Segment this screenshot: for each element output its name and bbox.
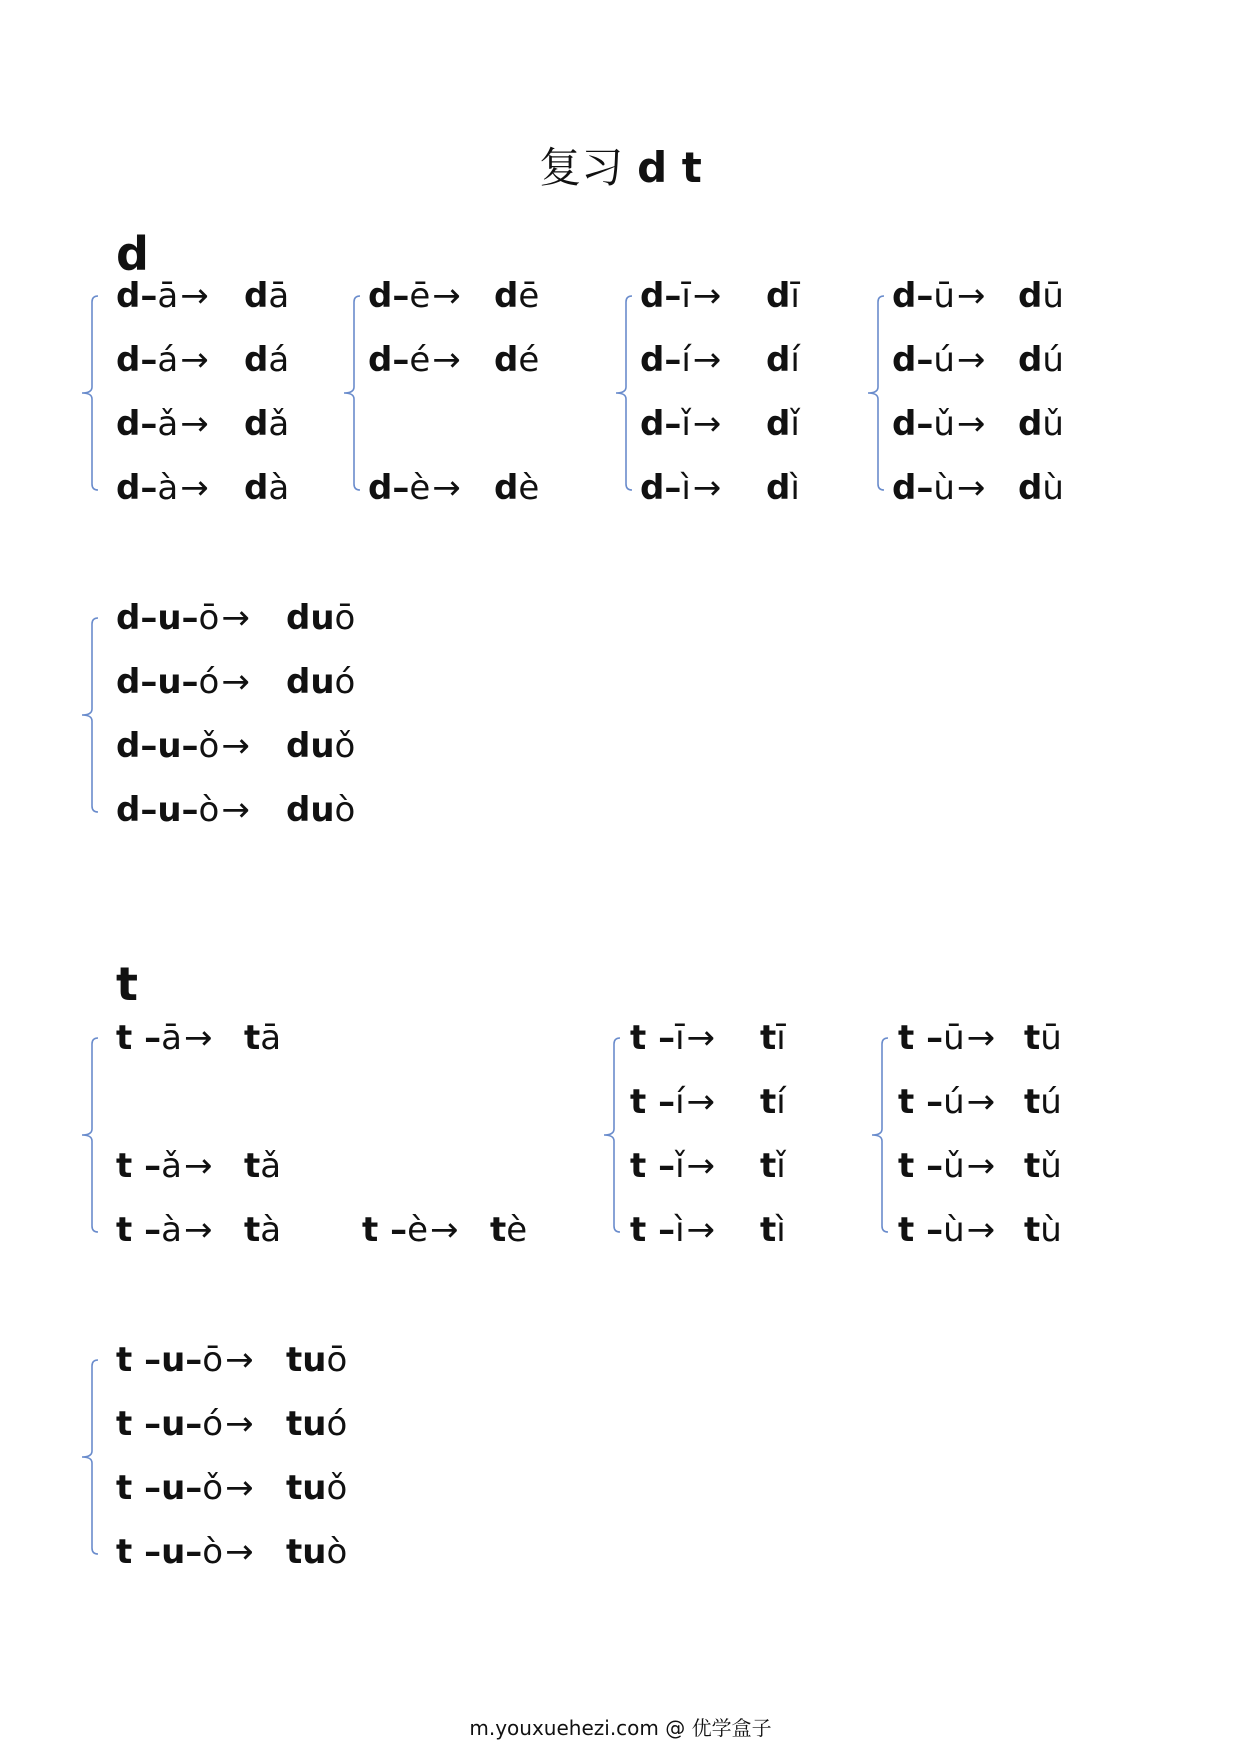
vowel-part: ò <box>198 790 220 830</box>
result-initial: du <box>286 790 335 830</box>
result-vowel: ō <box>326 1340 348 1380</box>
arrow-icon: → <box>432 276 461 316</box>
initial-part: d– <box>640 468 682 508</box>
arrow-icon: → <box>183 1146 213 1186</box>
syllable-result <box>1018 402 1064 446</box>
arrow-icon: → <box>225 1532 254 1572</box>
syllable-row-t-i <box>630 1080 715 1124</box>
syllable-row-d-uo <box>116 660 250 704</box>
initial-part: t – <box>116 1018 162 1058</box>
initial-part: d–u– <box>116 790 199 830</box>
footer-credit: m.youxuehezi.com @ 优学盒子 <box>469 1716 772 1740</box>
result-initial: t <box>760 1082 777 1122</box>
result-initial: d <box>766 404 791 444</box>
result-vowel: ǔ <box>1042 404 1064 444</box>
initial-part: t – <box>898 1210 944 1250</box>
syllable-row-d-u <box>892 274 985 318</box>
initial-part: d– <box>892 276 934 316</box>
result-initial: d <box>244 340 269 380</box>
initial-part: d– <box>116 276 158 316</box>
vowel-part: ē <box>409 276 431 316</box>
result-vowel: ì <box>776 1210 786 1250</box>
vowel-part: ī <box>675 1018 685 1058</box>
arrow-icon: → <box>432 340 461 380</box>
arrow-icon: → <box>180 340 209 380</box>
initial-part: t –u– <box>116 1468 203 1508</box>
brace-bracket <box>612 294 636 492</box>
syllable-result <box>766 274 800 318</box>
syllable-result <box>760 1208 786 1252</box>
result-vowel: ú <box>1040 1082 1062 1122</box>
result-vowel: ò <box>334 790 356 830</box>
vowel-part: ō <box>198 598 220 638</box>
result-initial: t <box>1024 1018 1041 1058</box>
syllable-result <box>1024 1208 1062 1252</box>
result-vowel: á <box>268 340 290 380</box>
arrow-icon: → <box>180 404 209 444</box>
vowel-part: ā <box>157 276 179 316</box>
vowel-part: ì <box>681 468 691 508</box>
arrow-icon: → <box>686 1018 716 1058</box>
result-initial: d <box>766 468 791 508</box>
arrow-icon: → <box>686 1082 716 1122</box>
syllable-result <box>286 596 355 640</box>
initial-part: t –u– <box>116 1404 203 1444</box>
result-vowel: ǎ <box>260 1146 282 1186</box>
brace-bracket <box>340 294 364 492</box>
syllable-result <box>1024 1080 1062 1124</box>
initial-part: d– <box>116 340 158 380</box>
result-vowel: ī <box>776 1018 786 1058</box>
initial-part: d– <box>892 404 934 444</box>
result-vowel: ò <box>326 1532 348 1572</box>
page-title <box>0 140 1241 196</box>
initial-part: d– <box>640 340 682 380</box>
result-initial: t <box>490 1210 507 1250</box>
syllable-row-t-a <box>116 1208 212 1252</box>
initial-part: t – <box>362 1210 408 1250</box>
syllable-result <box>1018 274 1064 318</box>
syllable-row-d-e <box>368 338 461 382</box>
arrow-icon: → <box>966 1018 996 1058</box>
result-vowel: í <box>790 340 800 380</box>
syllable-row-d-a <box>116 338 209 382</box>
arrow-icon: → <box>430 1210 459 1250</box>
vowel-part: í <box>681 340 691 380</box>
title-latin: d t <box>637 143 702 192</box>
syllable-result <box>766 402 800 446</box>
syllable-row-d-e <box>368 466 461 510</box>
vowel-part: ǎ <box>161 1146 182 1186</box>
arrow-icon: → <box>956 340 986 380</box>
result-initial: tu <box>286 1468 327 1508</box>
result-initial: t <box>1024 1210 1041 1250</box>
result-initial: du <box>286 598 335 638</box>
syllable-row-d-u <box>892 338 985 382</box>
vowel-part: à <box>157 468 179 508</box>
result-vowel: ó <box>334 662 356 702</box>
initial-part: t – <box>116 1210 162 1250</box>
result-vowel: ú <box>1042 340 1064 380</box>
vowel-part: á <box>157 340 179 380</box>
result-vowel: ǐ <box>790 404 800 444</box>
vowel-part: ù <box>933 468 955 508</box>
arrow-icon: → <box>183 1210 213 1250</box>
initial-part: t – <box>898 1146 944 1186</box>
result-initial: d <box>244 404 269 444</box>
syllable-result <box>286 1338 347 1382</box>
syllable-row-d-i <box>640 274 721 318</box>
arrow-icon: → <box>686 1146 716 1186</box>
initial-part: d– <box>116 404 158 444</box>
syllable-row-t-uo <box>116 1338 254 1382</box>
syllable-row-d-a <box>116 466 209 510</box>
syllable-result <box>760 1016 786 1060</box>
brace-bracket <box>868 1036 892 1234</box>
initial-part: d– <box>640 404 682 444</box>
vowel-part: ǒ <box>198 726 220 766</box>
result-vowel: ē <box>518 276 540 316</box>
vowel-part: ǐ <box>681 404 691 444</box>
result-vowel: ù <box>1040 1210 1062 1250</box>
result-vowel: ǐ <box>776 1146 786 1186</box>
syllable-row-d-u <box>892 402 985 446</box>
result-vowel: ō <box>334 598 356 638</box>
arrow-icon: → <box>183 1018 213 1058</box>
result-initial: d <box>1018 276 1043 316</box>
syllable-row-t-a <box>116 1144 212 1188</box>
section-heading-d: d <box>116 227 149 281</box>
syllable-result <box>1024 1144 1062 1188</box>
vowel-part: ú <box>933 340 955 380</box>
syllable-row-t-u <box>898 1208 995 1252</box>
arrow-icon: → <box>225 1404 254 1444</box>
result-initial: d <box>1018 340 1043 380</box>
result-initial: t <box>1024 1146 1041 1186</box>
syllable-row-d-i <box>640 402 721 446</box>
arrow-icon: → <box>692 468 722 508</box>
vowel-part: í <box>675 1082 685 1122</box>
result-initial: d <box>766 276 791 316</box>
syllable-result <box>244 466 289 510</box>
result-initial: t <box>760 1210 777 1250</box>
syllable-row-d-uo <box>116 596 250 640</box>
result-vowel: ù <box>1042 468 1064 508</box>
arrow-icon: → <box>221 790 250 830</box>
brace-bracket <box>78 1036 102 1234</box>
result-initial: d <box>494 276 519 316</box>
vowel-part: è <box>409 468 431 508</box>
syllable-row-d-a <box>116 402 209 446</box>
vowel-part: ì <box>675 1210 685 1250</box>
initial-part: t – <box>630 1082 676 1122</box>
result-initial: d <box>494 340 519 380</box>
result-initial: d <box>766 340 791 380</box>
brace-bracket <box>78 1358 102 1556</box>
vowel-part: è <box>407 1210 429 1250</box>
result-vowel: è <box>518 468 540 508</box>
result-vowel: ì <box>790 468 800 508</box>
syllable-result <box>494 338 539 382</box>
syllable-result <box>244 1208 281 1252</box>
result-initial: du <box>286 726 335 766</box>
vowel-part: ǐ <box>675 1146 685 1186</box>
initial-part: d– <box>368 340 410 380</box>
initial-part: t – <box>630 1146 676 1186</box>
result-vowel: ī <box>790 276 800 316</box>
result-vowel: í <box>776 1082 786 1122</box>
syllable-row-d-e <box>368 274 461 318</box>
vowel-part: ǎ <box>157 404 179 444</box>
result-initial: t <box>244 1210 261 1250</box>
vowel-part: ǔ <box>933 404 955 444</box>
syllable-result <box>244 402 289 446</box>
arrow-icon: → <box>180 468 209 508</box>
result-initial: d <box>244 276 269 316</box>
result-initial: t <box>244 1018 261 1058</box>
initial-part: d– <box>116 468 158 508</box>
syllable-result <box>286 724 355 768</box>
syllable-result <box>286 1466 347 1510</box>
initial-part: t – <box>630 1018 676 1058</box>
syllable-row-t-i <box>630 1208 715 1252</box>
syllable-row-d-u <box>892 466 985 510</box>
result-vowel: é <box>518 340 540 380</box>
arrow-icon: → <box>956 468 986 508</box>
initial-part: d–u– <box>116 726 199 766</box>
result-initial: d <box>1018 468 1043 508</box>
initial-part: t – <box>116 1146 162 1186</box>
result-vowel: ū <box>1042 276 1064 316</box>
brace-bracket <box>78 294 102 492</box>
initial-part: d– <box>640 276 682 316</box>
vowel-part: ó <box>202 1404 224 1444</box>
syllable-result <box>490 1208 527 1252</box>
syllable-result <box>286 660 355 704</box>
result-initial: tu <box>286 1532 327 1572</box>
syllable-row-t-i <box>630 1144 715 1188</box>
result-initial: t <box>244 1146 261 1186</box>
vowel-part: ò <box>202 1532 224 1572</box>
syllable-result <box>766 338 800 382</box>
result-vowel: ǒ <box>326 1468 348 1508</box>
syllable-result <box>244 274 289 318</box>
title-chinese: 复习 <box>539 143 624 192</box>
syllable-result <box>766 466 800 510</box>
vowel-part: ǔ <box>943 1146 965 1186</box>
result-initial: d <box>1018 404 1043 444</box>
result-vowel: ā <box>268 276 290 316</box>
syllable-result <box>244 338 289 382</box>
arrow-icon: → <box>432 468 461 508</box>
syllable-result <box>494 466 539 510</box>
syllable-row-t-e <box>362 1208 459 1252</box>
arrow-icon: → <box>221 598 250 638</box>
syllable-result <box>1018 338 1064 382</box>
result-vowel: ǎ <box>268 404 290 444</box>
arrow-icon: → <box>966 1146 996 1186</box>
syllable-row-t-u <box>898 1144 995 1188</box>
syllable-row-d-uo <box>116 724 250 768</box>
syllable-result <box>1024 1016 1062 1060</box>
syllable-result <box>1018 466 1064 510</box>
result-vowel: ā <box>260 1018 282 1058</box>
syllable-row-d-i <box>640 338 721 382</box>
arrow-icon: → <box>225 1340 254 1380</box>
syllable-result <box>244 1144 281 1188</box>
initial-part: d– <box>892 468 934 508</box>
initial-part: d– <box>892 340 934 380</box>
vowel-part: ǒ <box>202 1468 224 1508</box>
arrow-icon: → <box>221 726 250 766</box>
initial-part: d– <box>368 276 410 316</box>
initial-part: t – <box>898 1018 944 1058</box>
vowel-part: ī <box>681 276 691 316</box>
result-vowel: è <box>506 1210 528 1250</box>
arrow-icon: → <box>225 1468 254 1508</box>
arrow-icon: → <box>966 1210 996 1250</box>
vowel-part: ō <box>202 1340 224 1380</box>
syllable-row-d-uo <box>116 788 250 832</box>
result-vowel: ǔ <box>1040 1146 1062 1186</box>
arrow-icon: → <box>221 662 250 702</box>
arrow-icon: → <box>686 1210 716 1250</box>
arrow-icon: → <box>956 276 986 316</box>
syllable-row-t-uo <box>116 1466 254 1510</box>
result-initial: d <box>494 468 519 508</box>
brace-bracket <box>78 616 102 814</box>
result-initial: du <box>286 662 335 702</box>
initial-part: d–u– <box>116 598 199 638</box>
result-initial: d <box>244 468 269 508</box>
initial-part: d–u– <box>116 662 199 702</box>
vowel-part: é <box>409 340 431 380</box>
syllable-result <box>760 1080 786 1124</box>
result-vowel: à <box>260 1210 282 1250</box>
syllable-result <box>244 1016 281 1060</box>
syllable-row-d-a <box>116 274 209 318</box>
syllable-result <box>286 1530 347 1574</box>
syllable-row-t-u <box>898 1016 995 1060</box>
arrow-icon: → <box>956 404 986 444</box>
initial-part: d– <box>368 468 410 508</box>
initial-part: t – <box>898 1082 944 1122</box>
syllable-row-t-i <box>630 1016 715 1060</box>
brace-bracket <box>864 294 888 492</box>
syllable-result <box>494 274 539 318</box>
arrow-icon: → <box>180 276 209 316</box>
result-initial: t <box>1024 1082 1041 1122</box>
vowel-part: ú <box>943 1082 965 1122</box>
syllable-result <box>286 1402 347 1446</box>
vowel-part: à <box>161 1210 182 1250</box>
result-vowel: ó <box>326 1404 348 1444</box>
syllable-row-t-uo <box>116 1402 254 1446</box>
result-initial: tu <box>286 1404 327 1444</box>
arrow-icon: → <box>692 276 722 316</box>
brace-bracket <box>600 1036 624 1234</box>
syllable-row-t-uo <box>116 1530 254 1574</box>
initial-part: t –u– <box>116 1340 203 1380</box>
vowel-part: ó <box>198 662 220 702</box>
vowel-part: ù <box>943 1210 965 1250</box>
syllable-row-d-i <box>640 466 721 510</box>
syllable-row-t-u <box>898 1080 995 1124</box>
arrow-icon: → <box>692 340 722 380</box>
syllable-result <box>286 788 355 832</box>
result-vowel: ǒ <box>334 726 356 766</box>
vowel-part: ū <box>933 276 955 316</box>
arrow-icon: → <box>966 1082 996 1122</box>
initial-part: t –u– <box>116 1532 203 1572</box>
arrow-icon: → <box>692 404 722 444</box>
initial-part: t – <box>630 1210 676 1250</box>
result-vowel: à <box>268 468 290 508</box>
vowel-part: ā <box>161 1018 182 1058</box>
syllable-result <box>760 1144 786 1188</box>
result-initial: t <box>760 1146 777 1186</box>
vowel-part: ū <box>943 1018 965 1058</box>
result-initial: tu <box>286 1340 327 1380</box>
result-vowel: ū <box>1040 1018 1062 1058</box>
section-heading-t: t <box>116 957 138 1011</box>
syllable-row-t-a <box>116 1016 212 1060</box>
result-initial: t <box>760 1018 777 1058</box>
